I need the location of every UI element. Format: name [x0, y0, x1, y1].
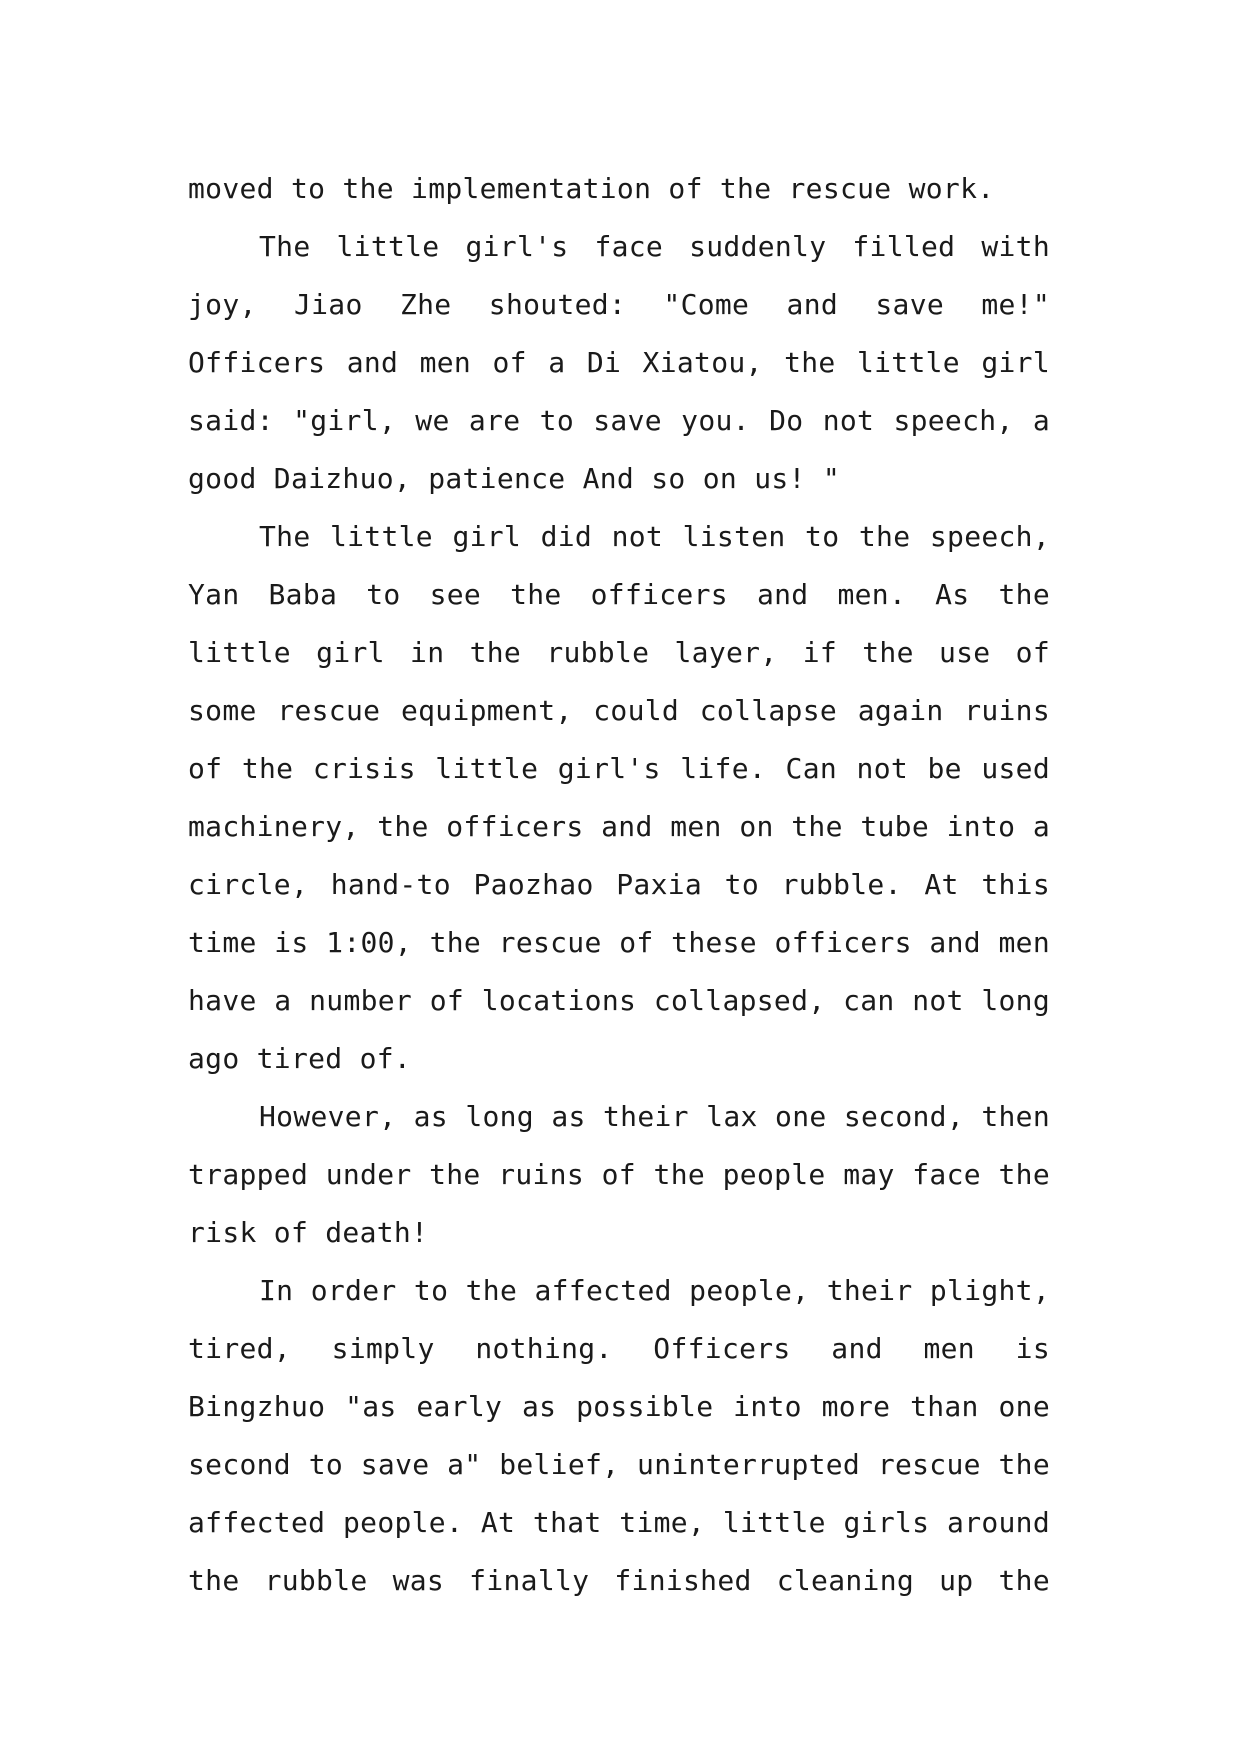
paragraph-2: The little girl's face suddenly filled with joy, Jiao Zhe shouted: "Come and save me!" Officers and men of a Di Xiatou, the little girl said: "girl, we are to save you. Do not speech, a good Daizhuo, patience And so on us! "	[188, 230, 1050, 495]
paragraph-4: However, as long as their lax one second, then trapped under the ruins of the people may face the risk of death!	[188, 1100, 1050, 1249]
paragraph-5: In order to the affected people, their plight, tired, simply nothing. Officers and men is Bingzhuo "as early as possible into more than one second to save a" belief, uninterrupted rescue the affected people. At that time, little girls around the rubble was finally finished cleaning up the	[188, 1274, 1050, 1597]
paragraph-1: moved to the implementation of the rescue work.	[188, 172, 995, 205]
paragraph-3: The little girl did not listen to the speech, Yan Baba to see the officers and men. As the little girl in the rubble layer, if the use of some rescue equipment, could collapse again ruins of the crisis little girl's life. Can not be used machinery, the officers and men on the tube into a circle, hand-to Paozhao Paxia to rubble. At this time is 1:00, the rescue of these officers and men have a number of locations collapsed, can not long ago tired of.	[188, 520, 1050, 1075]
document-page	[188, 160, 1050, 1610]
